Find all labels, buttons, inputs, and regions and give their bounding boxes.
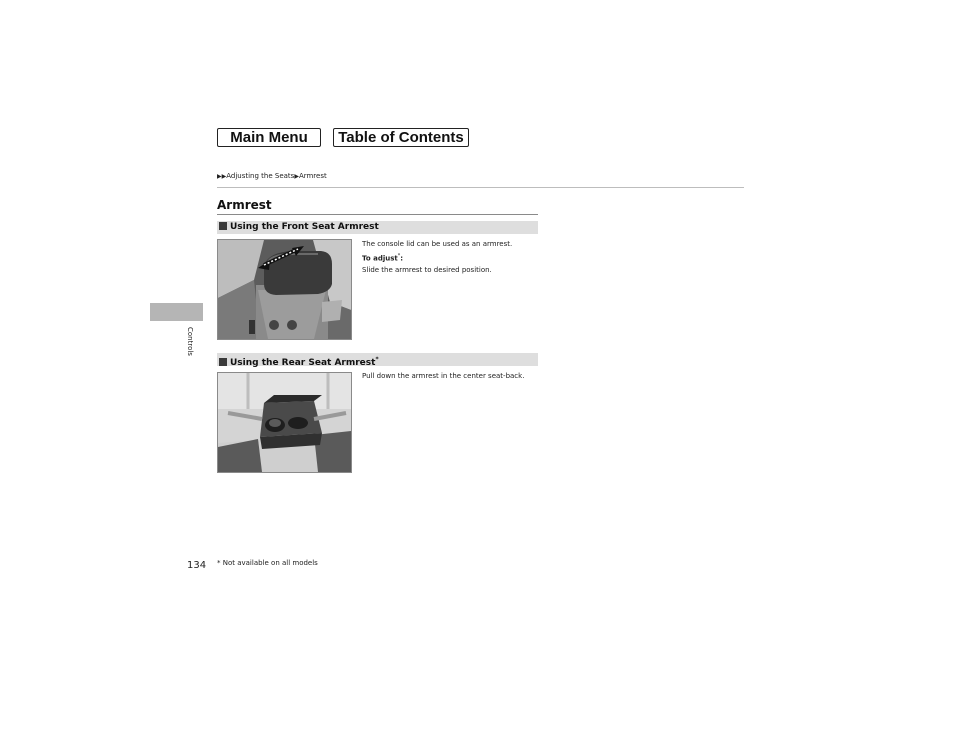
adjust-colon: : <box>400 254 404 263</box>
section-front-heading-text: Using the Front Seat Armrest <box>230 222 379 232</box>
front-armrest-text <box>362 238 512 276</box>
footnote: * Not available on all models <box>217 559 318 567</box>
section-rear-heading-text: Using the Rear Seat Armrest <box>230 358 376 368</box>
main-menu-button[interactable]: Main Menu <box>217 128 321 147</box>
square-bullet-icon <box>219 222 227 230</box>
square-bullet-icon <box>219 358 227 366</box>
front-line-3: Slide the armrest to desired position. <box>362 266 492 275</box>
section-heading-front <box>217 221 538 234</box>
rear-line-1: Pull down the armrest in the center seat-back. <box>362 372 525 380</box>
rear-heading-footnote-mark: * <box>375 356 379 363</box>
section-heading-rear <box>217 353 538 366</box>
adjust-footnote-mark: * <box>397 253 401 259</box>
front-adjust-line <box>362 250 512 264</box>
breadcrumb-arrow-icon: ▶ <box>294 173 299 180</box>
header-rule <box>217 187 744 188</box>
side-tab <box>150 303 203 321</box>
rear-armrest-photo <box>217 372 352 473</box>
front-armrest-photo <box>217 239 352 340</box>
table-of-contents-button[interactable]: Table of Contents <box>333 128 469 147</box>
side-tab-label: Controls <box>186 327 194 356</box>
page-title: Armrest <box>217 198 272 212</box>
page-number: 134 <box>187 560 207 571</box>
front-armrest-illustration <box>218 240 351 339</box>
breadcrumb-armrest: Armrest <box>298 172 327 180</box>
front-line-1: The console lid can be used as an armrest. <box>362 240 513 248</box>
adjust-label: To adjust <box>362 254 398 263</box>
title-rule <box>217 214 538 215</box>
rear-armrest-text <box>362 370 524 382</box>
breadcrumb-arrow-icon: ▶▶ <box>217 173 227 180</box>
breadcrumb <box>217 172 327 180</box>
rear-armrest-illustration <box>218 373 351 472</box>
breadcrumb-adjusting-seats[interactable]: Adjusting the Seats <box>226 172 295 180</box>
